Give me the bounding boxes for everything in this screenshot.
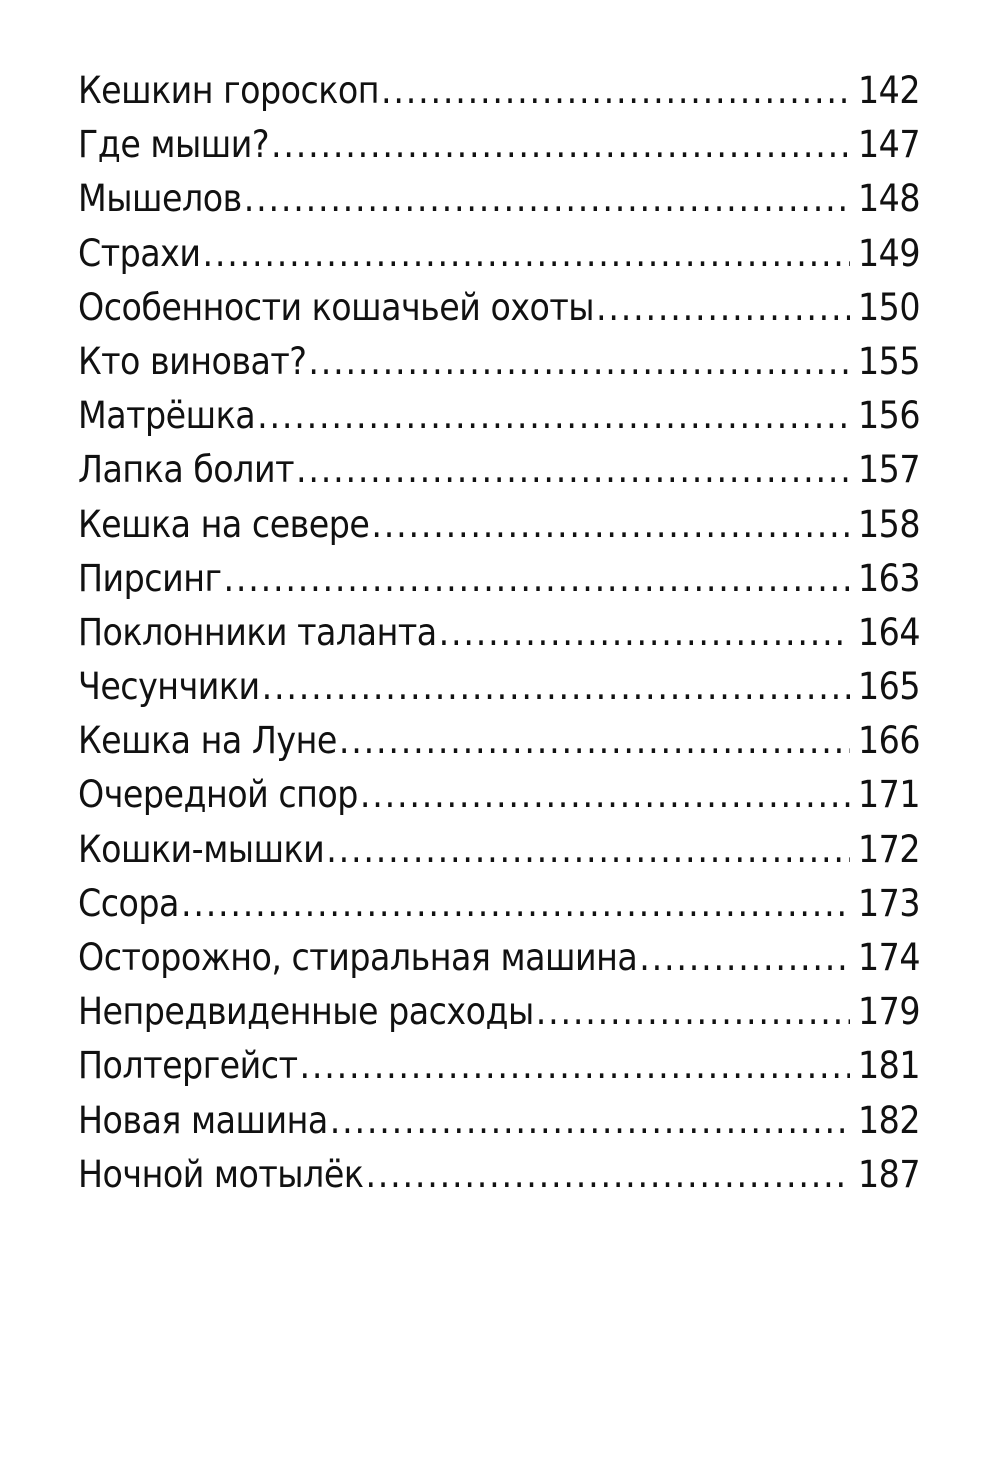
toc-entry[interactable] xyxy=(78,1148,920,1202)
toc-entry-title: Ссора xyxy=(78,881,179,925)
toc-page-number: 142 xyxy=(857,69,920,112)
toc-entry-title: Кто виноват? xyxy=(78,339,307,383)
toc-page-number: 147 xyxy=(857,123,920,167)
toc-dot-leader xyxy=(330,1094,850,1148)
toc-entry[interactable] xyxy=(78,389,920,443)
toc-dot-leader xyxy=(299,1039,850,1093)
toc-dot-leader xyxy=(244,172,850,226)
toc-page-number: 182 xyxy=(857,1098,920,1142)
toc-entry-title: Кешка на севере xyxy=(78,502,370,546)
toc-entry-title: Ночной мотылёк xyxy=(78,1152,364,1196)
toc-dot-leader xyxy=(271,118,850,172)
toc-dot-leader xyxy=(296,443,850,497)
toc-page-number: 171 xyxy=(857,773,920,817)
toc-entry-title: Осторожно, стиральная машина xyxy=(78,936,638,979)
toc-page-number: 179 xyxy=(857,990,920,1034)
toc-dot-leader xyxy=(339,714,850,768)
toc-page-number: 149 xyxy=(857,231,920,275)
toc-entry[interactable] xyxy=(78,498,920,552)
toc-dot-leader xyxy=(371,498,850,552)
toc-entry[interactable] xyxy=(78,64,920,118)
toc-entry[interactable] xyxy=(78,877,920,931)
toc-page-number: 174 xyxy=(857,936,920,979)
toc-entry[interactable] xyxy=(78,335,920,389)
toc-entry[interactable] xyxy=(78,606,920,660)
toc-page-number: 166 xyxy=(857,719,920,763)
toc-dot-leader xyxy=(203,227,851,281)
toc-entry[interactable] xyxy=(78,768,920,822)
toc-dot-leader xyxy=(639,931,850,985)
toc-entry[interactable] xyxy=(78,227,920,281)
toc-entry[interactable] xyxy=(78,660,920,714)
toc-entry-title: Непредвиденные расходы xyxy=(78,990,534,1034)
toc-entry-title: Чесунчики xyxy=(78,665,260,709)
toc-page-number: 156 xyxy=(857,394,920,438)
toc-entry[interactable] xyxy=(78,823,920,877)
toc-page-number: 181 xyxy=(857,1044,920,1088)
toc-dot-leader xyxy=(326,823,850,877)
toc-dot-leader xyxy=(536,985,850,1039)
toc-entry[interactable] xyxy=(78,1094,920,1148)
toc-dot-leader xyxy=(224,552,851,606)
toc-entry-title: Кошки-мышки xyxy=(78,827,325,871)
toc-entry-title: Поклонники таланта xyxy=(78,610,437,654)
toc-entry-title: Кешкин гороскоп xyxy=(78,69,380,112)
toc-entry-title: Кешка на Луне xyxy=(78,719,337,763)
toc-entry-title: Матрёшка xyxy=(78,394,256,438)
toc-entry-title: Пирсинг xyxy=(78,556,222,600)
toc-entry[interactable] xyxy=(78,118,920,172)
toc-entry[interactable] xyxy=(78,281,920,335)
toc-page-number: 164 xyxy=(857,610,920,654)
toc-entry[interactable] xyxy=(78,714,920,768)
toc-dot-leader xyxy=(365,1148,850,1202)
toc-page-number: 165 xyxy=(857,665,920,709)
toc-dot-leader xyxy=(308,335,850,389)
toc-dot-leader xyxy=(360,768,850,822)
toc-entry-title: Особенности кошачьей охоты xyxy=(78,285,595,329)
toc-dot-leader xyxy=(596,281,850,335)
toc-page-number: 187 xyxy=(857,1152,920,1196)
toc-entry[interactable] xyxy=(78,985,920,1039)
toc-dot-leader xyxy=(257,389,850,443)
toc-entry-title: Где мыши? xyxy=(78,123,270,167)
toc-entry[interactable] xyxy=(78,552,920,606)
toc-entry[interactable] xyxy=(78,931,920,985)
table-of-contents xyxy=(78,64,920,1202)
toc-page-number: 173 xyxy=(857,881,920,925)
toc-entry-title: Очередной спор xyxy=(78,773,358,817)
toc-page-number: 155 xyxy=(857,339,920,383)
toc-entry[interactable] xyxy=(78,1039,920,1093)
toc-entry-title: Новая машина xyxy=(78,1098,328,1142)
toc-page-number: 172 xyxy=(857,827,920,871)
toc-entry-title: Лапка болит xyxy=(78,448,294,492)
toc-entry[interactable] xyxy=(78,172,920,226)
toc-dot-leader xyxy=(262,660,850,714)
toc-page-number: 158 xyxy=(857,502,920,546)
toc-dot-leader xyxy=(181,877,850,931)
toc-entry-title: Страхи xyxy=(78,231,201,275)
toc-dot-leader xyxy=(381,64,850,118)
toc-entry-title: Полтергейст xyxy=(78,1044,298,1088)
toc-page-number: 157 xyxy=(857,448,920,492)
toc-page-number: 163 xyxy=(857,556,920,600)
toc-entry-title: Мышелов xyxy=(78,177,242,221)
toc-page-number: 150 xyxy=(857,285,920,329)
toc-entry[interactable] xyxy=(78,443,920,497)
toc-page-number: 148 xyxy=(857,177,920,221)
toc-dot-leader xyxy=(439,606,850,660)
